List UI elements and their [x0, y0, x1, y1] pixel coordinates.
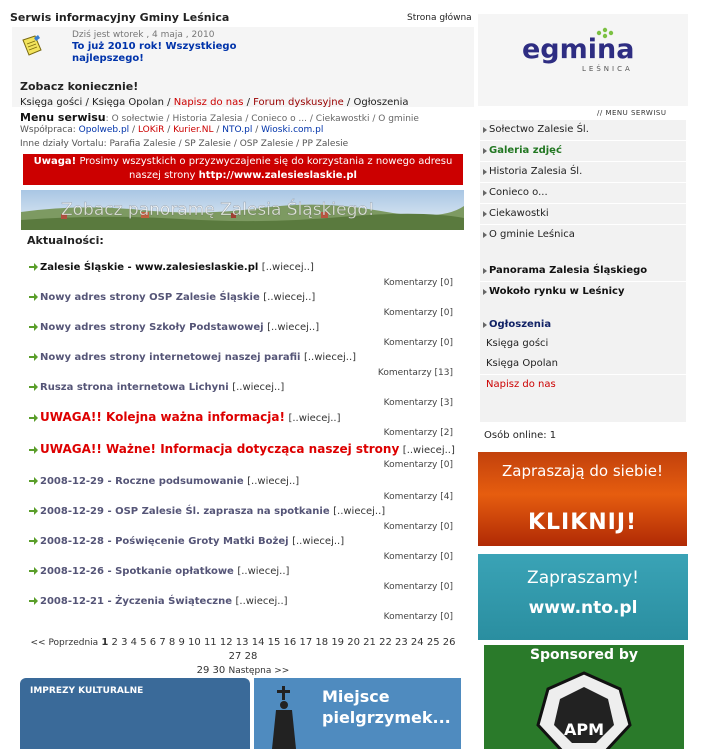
comments-link[interactable]: Komentarzy [0] [383, 522, 453, 532]
page-link[interactable]: 2 [111, 637, 118, 648]
green-arrow-icon [29, 446, 38, 454]
page-link[interactable]: 9 [178, 637, 185, 648]
page-link[interactable]: 24 [410, 637, 424, 648]
service-menu-label: Menu serwisu [20, 111, 106, 124]
collaboration-line: Współpraca: Opolweb.pl / LOKiR / Kurier.NL / NTO.pl / Wioski.com.pl [20, 125, 324, 135]
page-link[interactable]: 10 [188, 637, 201, 648]
page-link[interactable]: 11 [203, 637, 217, 648]
news-title-link[interactable]: Rusza strona internetowa Lichyni [40, 382, 229, 393]
news-item [29, 534, 459, 562]
news-item [29, 260, 459, 288]
alert-prefix: Uwaga! [33, 156, 77, 167]
sidebar-item[interactable] [480, 183, 686, 203]
service-menu-item[interactable]: Conieco o ... [251, 114, 308, 124]
pilgrimage-label: Miejsce pielgrzymek... [322, 687, 451, 727]
sidebar-item[interactable] [480, 354, 686, 374]
page-link[interactable]: 23 [395, 637, 408, 648]
note-icon [19, 34, 45, 58]
new-year-wish-link[interactable]: To już 2010 rok! Wszystkiego najlepszego! [72, 41, 237, 64]
news-title-link[interactable]: 2008-12-26 - Spotkanie opłatkowe [40, 566, 234, 577]
page-link[interactable]: 26 [442, 637, 456, 648]
news-item [29, 290, 459, 318]
apm-logo [532, 669, 636, 749]
page-link[interactable]: 16 [283, 637, 297, 648]
comments-link[interactable]: Komentarzy [0] [383, 460, 453, 470]
read-more-link[interactable]: [..wiecej..] [267, 322, 320, 333]
home-link[interactable]: Strona główna [407, 13, 472, 23]
alert-url-link[interactable]: http://www.zalesieslaskie.pl [198, 170, 357, 181]
news-title-link[interactable]: 2008-12-29 - OSP Zalesie Śl. zaprasza na spotkanie [40, 506, 330, 517]
current-date: Dziś jest wtorek , 4 maja , 2010 [72, 30, 215, 40]
sidebar-item-label: Napisz do nas [486, 379, 556, 390]
green-arrow-icon [29, 477, 38, 485]
read-more-link[interactable]: [..wiecej..] [232, 382, 285, 393]
panorama-banner[interactable] [21, 190, 464, 230]
green-arrow-icon [29, 414, 38, 422]
service-menu-line: Menu serwisu: O sołectwie / Historia Zalesia / Conieco o ... / Ciekawostki / O gminie [20, 111, 419, 124]
sidebar-item[interactable] [480, 334, 686, 354]
comments-link[interactable]: Komentarzy [0] [383, 278, 453, 288]
news-title-link[interactable]: Zalesie Śląskie - www.zalesieslaskie.pl [40, 262, 259, 273]
news-heading: Aktualności: [27, 234, 104, 247]
comments-link[interactable]: Komentarzy [13] [377, 368, 453, 378]
page-link[interactable]: 21 [363, 637, 376, 648]
sidebar-item[interactable] [480, 315, 686, 335]
prev-page-link[interactable]: << Poprzednia [30, 638, 99, 648]
green-arrow-icon [29, 507, 38, 515]
comments-link[interactable]: Komentarzy [3] [383, 398, 453, 408]
page-link[interactable]: 29 [196, 665, 210, 676]
news-item [29, 594, 459, 622]
news-list [23, 252, 463, 636]
portal-link[interactable]: SP Zalesie [184, 139, 231, 149]
site-title: Serwis informacyjny Gminy Leśnica [10, 11, 230, 24]
quick-link[interactable]: Księga gości [20, 97, 83, 108]
cultural-events-box[interactable] [20, 678, 250, 749]
cultural-events-label: IMPREZY KULTURALNE [30, 686, 144, 696]
portal-link[interactable]: OSP Zalesie [239, 139, 294, 149]
sidebar-item[interactable] [480, 120, 686, 140]
read-more-link[interactable]: [..wiecej..] [247, 476, 300, 487]
page-link[interactable]: 27 [228, 651, 242, 662]
sidebar-item[interactable] [480, 204, 686, 224]
news-item [29, 442, 459, 470]
sidebar-item[interactable] [480, 261, 686, 281]
service-menu-item[interactable]: O gminie [378, 114, 419, 124]
alert-text: Prosimy wszystkich o przyzwyczajenie się do korzystania z nowego adresu naszej strony [79, 156, 453, 181]
sidebar-item-label: Księga gości [486, 338, 549, 349]
page-link[interactable]: 4 [130, 637, 138, 648]
read-more-link[interactable]: [..wiecej..] [288, 413, 341, 424]
service-menu-item[interactable]: O sołectwie [111, 114, 164, 124]
sidebar-spacer [480, 395, 686, 422]
collaboration-link[interactable]: NTO.pl [222, 125, 253, 135]
comments-link[interactable]: Komentarzy [0] [383, 308, 453, 318]
sidebar-item-label: Conieco o... [489, 187, 548, 198]
news-item [29, 564, 459, 592]
collaboration-label: Współpraca: [20, 125, 76, 135]
banner-text: Zobacz panoramę Zalesia Śląskiego! [61, 200, 375, 220]
green-arrow-icon [29, 597, 38, 605]
sidebar-item-label: Księga Opolan [486, 358, 558, 369]
nto-ad-url: www.nto.pl [528, 598, 638, 618]
page-link[interactable]: 3 [121, 637, 128, 648]
page-link[interactable]: 14 [251, 637, 265, 648]
green-arrow-icon [29, 323, 38, 331]
page-link[interactable]: 28 [244, 651, 258, 662]
service-menu-item[interactable]: Ciekawostki [315, 114, 370, 124]
news-item [29, 380, 459, 408]
quick-links: Księga gości / Księga Opolan / Napisz do nas / Forum dyskusyjne / Ogłoszenia [20, 97, 409, 108]
portal-link[interactable]: PP Zalesie [302, 139, 349, 149]
green-arrow-icon [29, 353, 38, 361]
sidebar-item[interactable] [480, 225, 686, 245]
sponsor-banner[interactable] [484, 645, 684, 749]
logo-box [478, 14, 688, 106]
sidebar-item-label: Wokoło rynku w Leśnicy [489, 286, 625, 297]
sidebar-item[interactable] [480, 375, 686, 395]
pagination-line-1 [23, 636, 463, 664]
fire-ad-banner[interactable] [478, 452, 687, 546]
read-more-link[interactable]: [..wiecej..] [333, 506, 386, 517]
page-link[interactable]: 25 [426, 637, 440, 648]
page-link[interactable]: 7 [159, 637, 166, 648]
comments-link[interactable]: Komentarzy [4] [383, 492, 453, 502]
portal-line: Inne działy Vortalu: Parafia Zalesie / SP Zalesie / OSP Zalesie / PP Zalesie [20, 139, 349, 149]
green-arrow-icon [29, 293, 38, 301]
read-more-link[interactable]: [..wiecej..] [235, 596, 288, 607]
quick-link[interactable]: Ogłoszenia [353, 97, 409, 108]
pilgrimage-box[interactable] [254, 678, 461, 749]
current-page: 1 [101, 637, 109, 648]
news-title-link[interactable]: Nowy adres strony internetowej naszej parafii [40, 352, 301, 363]
service-menu-item[interactable]: Historia Zalesia [172, 114, 243, 124]
fire-ad-button: KLIKNIJ! [527, 510, 638, 535]
sidebar-spacer [480, 302, 686, 315]
comments-link[interactable]: Komentarzy [2] [383, 428, 453, 438]
statue-icon [264, 686, 304, 749]
news-item [29, 504, 459, 532]
collaboration-link[interactable]: Kurier.NL [173, 125, 214, 135]
sidebar-item-label: Sołectwo Zalesie Śl. [489, 124, 589, 135]
collaboration-link[interactable]: Wioski.com.pl [261, 125, 324, 135]
sidebar-item-label: Ciekawostki [489, 208, 549, 219]
news-title-link[interactable]: UWAGA!! Kolejna ważna informacja! [40, 410, 285, 424]
collaboration-link[interactable]: Opolweb.pl [78, 125, 130, 135]
page-link[interactable]: 12 [219, 637, 233, 648]
read-more-link[interactable]: [..wiecej..] [292, 536, 345, 547]
page-link[interactable]: 13 [235, 637, 249, 648]
news-title-link[interactable]: 2008-12-21 - Życzenia Świąteczne [40, 596, 232, 607]
read-more-link[interactable]: [..wiecej..] [261, 262, 314, 273]
news-title-link[interactable]: Nowy adres strony Szkoły Podstawowej [40, 322, 264, 333]
sidebar-item-label: O gminie Leśnica [489, 229, 575, 240]
page-link[interactable]: 19 [331, 637, 345, 648]
nto-ad-banner[interactable] [478, 554, 688, 640]
egmina-logo[interactable] [518, 26, 648, 76]
news-title-link[interactable]: Nowy adres strony OSP Zalesie Śląskie [40, 292, 260, 303]
comments-link[interactable]: Komentarzy [0] [383, 552, 453, 562]
sidebar-item-label: Ogłoszenia [489, 319, 552, 330]
quick-link[interactable]: Forum dyskusyjne [253, 97, 344, 108]
online-count: Osób online: 1 [484, 430, 557, 441]
sidebar-menu-tag: // MENU SERWISU [597, 109, 667, 117]
read-more-link[interactable]: [..wiecej..] [303, 352, 357, 363]
quick-link[interactable]: Napisz do nas [173, 97, 244, 108]
news-item [29, 410, 459, 438]
news-title-link[interactable]: 2008-12-28 - Poświęcenie Groty Matki Bożej [40, 536, 289, 547]
green-arrow-icon [29, 383, 38, 391]
page-link[interactable]: 30 [212, 665, 226, 676]
comments-link[interactable]: Komentarzy [0] [383, 582, 453, 592]
comments-link[interactable]: Komentarzy [0] [383, 338, 453, 348]
page-link[interactable]: 22 [379, 637, 392, 648]
sidebar-item[interactable] [480, 141, 686, 161]
pagination [23, 636, 463, 678]
green-arrow-icon [29, 537, 38, 545]
read-more-link[interactable]: [..wiecej..] [237, 566, 290, 577]
sidebar-item-label: Galeria zdjęć [489, 145, 562, 156]
news-title-link[interactable]: 2008-12-29 - Roczne podsumowanie [40, 476, 244, 487]
page-link[interactable]: 20 [347, 637, 360, 648]
portal-label: Inne działy Vortalu: [20, 139, 107, 149]
new-address-alert [23, 154, 463, 185]
sidebar-item-label: Panorama Zalesia Śląskiego [489, 265, 648, 276]
sidebar-item[interactable] [480, 162, 686, 182]
sponsor-label: Sponsored by [529, 647, 639, 663]
read-more-link[interactable]: [..wiecej..] [402, 445, 455, 456]
news-item [29, 350, 459, 378]
page-link[interactable]: 6 [149, 637, 157, 648]
apm-text: APM [563, 720, 605, 739]
news-item [29, 320, 459, 348]
portal-link[interactable]: Parafia Zalesie [109, 139, 176, 149]
sidebar-spacer [480, 245, 686, 261]
comments-link[interactable]: Komentarzy [0] [383, 612, 453, 622]
page-link[interactable]: 5 [140, 637, 147, 648]
page-link[interactable]: 18 [315, 637, 329, 648]
green-arrow-icon [29, 263, 38, 271]
logo-sub-text: LEŚNICA [582, 65, 633, 73]
sidebar-item[interactable] [480, 282, 686, 302]
collaboration-link[interactable]: LOKiR [137, 125, 165, 135]
page-link[interactable]: 17 [299, 637, 313, 648]
next-page-link[interactable]: Następna >> [228, 666, 290, 676]
page-link[interactable]: 8 [168, 637, 176, 648]
quick-link[interactable]: Księga Opolan [92, 97, 164, 108]
read-more-link[interactable]: [..wiecej..] [263, 292, 316, 303]
news-title-link[interactable]: UWAGA!! Ważne! Informacja dotycząca naszej strony [40, 442, 400, 456]
logo-main-text: egmina [522, 34, 635, 65]
page-link[interactable]: 15 [267, 637, 281, 648]
nto-ad-top: Zapraszamy! [527, 568, 639, 588]
news-item [29, 474, 459, 502]
sidebar-item-label: Historia Zalesia Śl. [489, 166, 583, 177]
fire-ad-top: Zapraszają do siebie! [502, 462, 663, 480]
pagination-line-2 [23, 664, 463, 678]
green-arrow-icon [29, 567, 38, 575]
see-also-heading: Zobacz koniecznie! [20, 80, 139, 93]
